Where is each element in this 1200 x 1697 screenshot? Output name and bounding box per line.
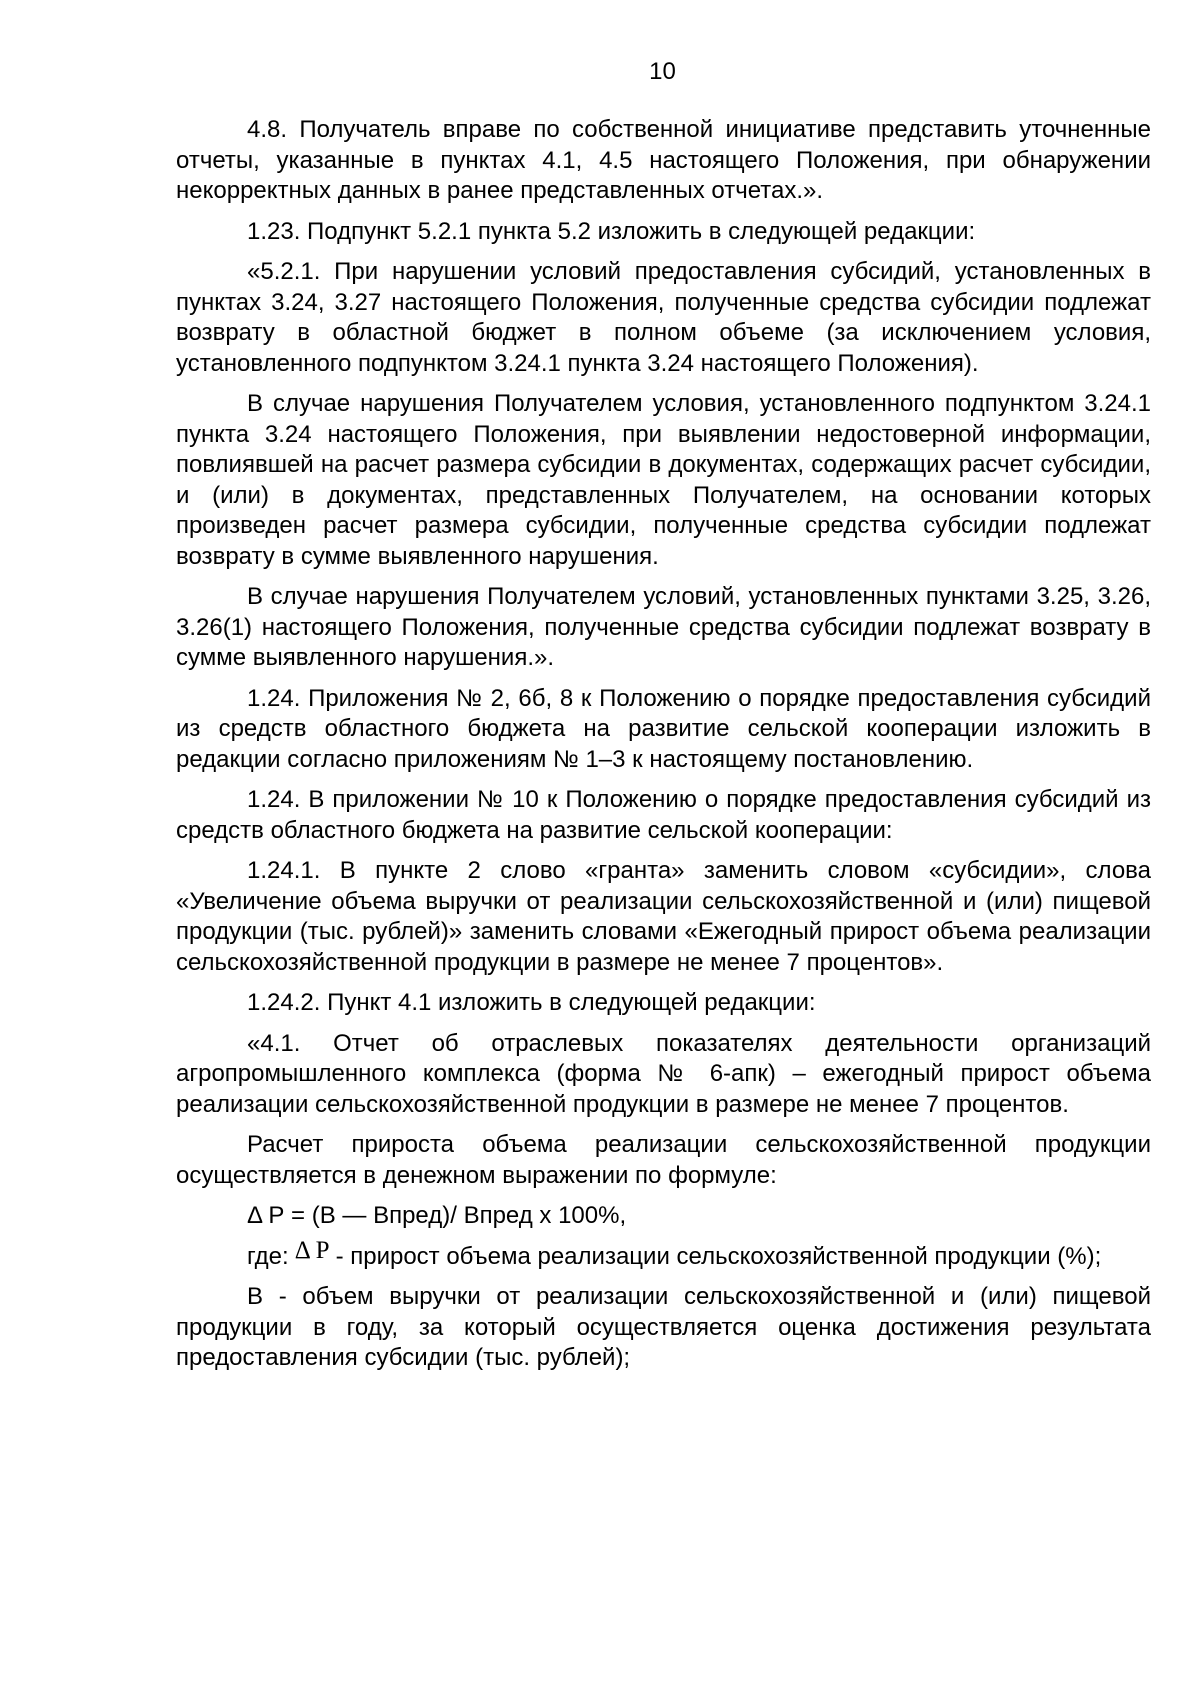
paragraph-1-24-appendices: 1.24. Приложения № 2, 6б, 8 к Положению о порядке предоставления субсидий из средств областного бюджета на развитие сельской кооперации изложить в редакции согласно приложениям № 1–3 к настоящему постановлению. — [176, 684, 1151, 773]
paragraph-violation-3-25: В случае нарушения Получателем условий, установленных пунктами 3.25, 3.26, 3.26(1) настоящего Положения, полученные средства субсидии подлежат возврату в сумме выявленного нарушения.». — [176, 583, 1151, 671]
paragraph-4-8: 4.8. Получатель вправе по собственной инициативе представить уточненные отчеты, указанные в пунктах 4.1, 4.5 настоящего Положения, при обнаружении некорректных данных в ранее представленных отчетах.». — [176, 116, 1151, 204]
paragraph-5-2-1: «5.2.1. При нарушении условий предоставления субсидий, установленных в пунктах 3.24, 3.27 настоящего Положения, полученные средства субсидии подлежат возврату в областной бюджет в полном объеме (за исключением условия, установленного подпунктом 3.24.1 пункта 3.24 настоящего Положения). — [176, 258, 1151, 377]
definition-prefix: где: — [247, 1242, 289, 1270]
paragraph-1-24-2: 1.24.2. Пункт 4.1 изложить в следующей редакции: — [247, 989, 816, 1016]
paragraph-1-23: 1.23. Подпункт 5.2.1 пункта 5.2 изложить в следующей редакции: — [247, 217, 976, 245]
paragraph-calculation: Расчет прироста объема реализации сельскохозяйственной продукции осуществляется в денежном выражении по формуле: — [176, 1131, 1151, 1189]
definition-b: В - объем выручки от реализации сельскохозяйственной и (или) пищевой продукции в году, за который осуществляется оценка достижения результата предоставления субсидии (тыс. рублей); — [176, 1283, 1151, 1371]
document-body — [176, 115, 1151, 1384]
paragraph-1-24-appendix-10: 1.24. В приложении № 10 к Положению о порядке предоставления субсидий из средств областного бюджета на развитие сельской кооперации: — [176, 786, 1151, 844]
paragraph-1-24-1: 1.24.1. В пункте 2 слово «гранта» заменить словом «субсидии», слова «Увеличение объема выручки от реализации сельскохозяйственной и (или) пищевой продукции (тыс. рублей)» заменить словами «Ежегодный прирост объема реализации сельскохозяйственной продукции в размере не менее 7 процентов». — [176, 857, 1151, 976]
page-number: 10 — [649, 58, 676, 85]
formula: Δ Р = (В — Впред)/ Впред х 100%, — [247, 1202, 627, 1229]
delta-p-symbol: Δ P — [294, 1236, 330, 1264]
definition-delta-p — [176, 1236, 1151, 1273]
definition-delta-p-text: - прирост объема реализации сельскохозяйственной продукции (%); — [335, 1242, 1102, 1270]
paragraph-4-1: «4.1. Отчет об отраслевых показателях деятельности организаций агропромышленного комплекса (форма № 6-апк) – ежегодный прирост объема реализации сельскохозяйственной продукции в размере не менее 7 процентов. — [176, 1029, 1151, 1118]
paragraph-violation-3-24-1: В случае нарушения Получателем условия, установленного подпунктом 3.24.1 пункта 3.24 настоящего Положения, при выявлении недостоверной информации, повлиявшей на расчет размера субсидии в документах, содержащих расчет субсидии, и (или) в документах, представленных Получателем, на основании которых произведен расчет размера субсидии, полученные средства субсидии подлежат возврату в сумме выявленного нарушения. — [176, 390, 1151, 570]
